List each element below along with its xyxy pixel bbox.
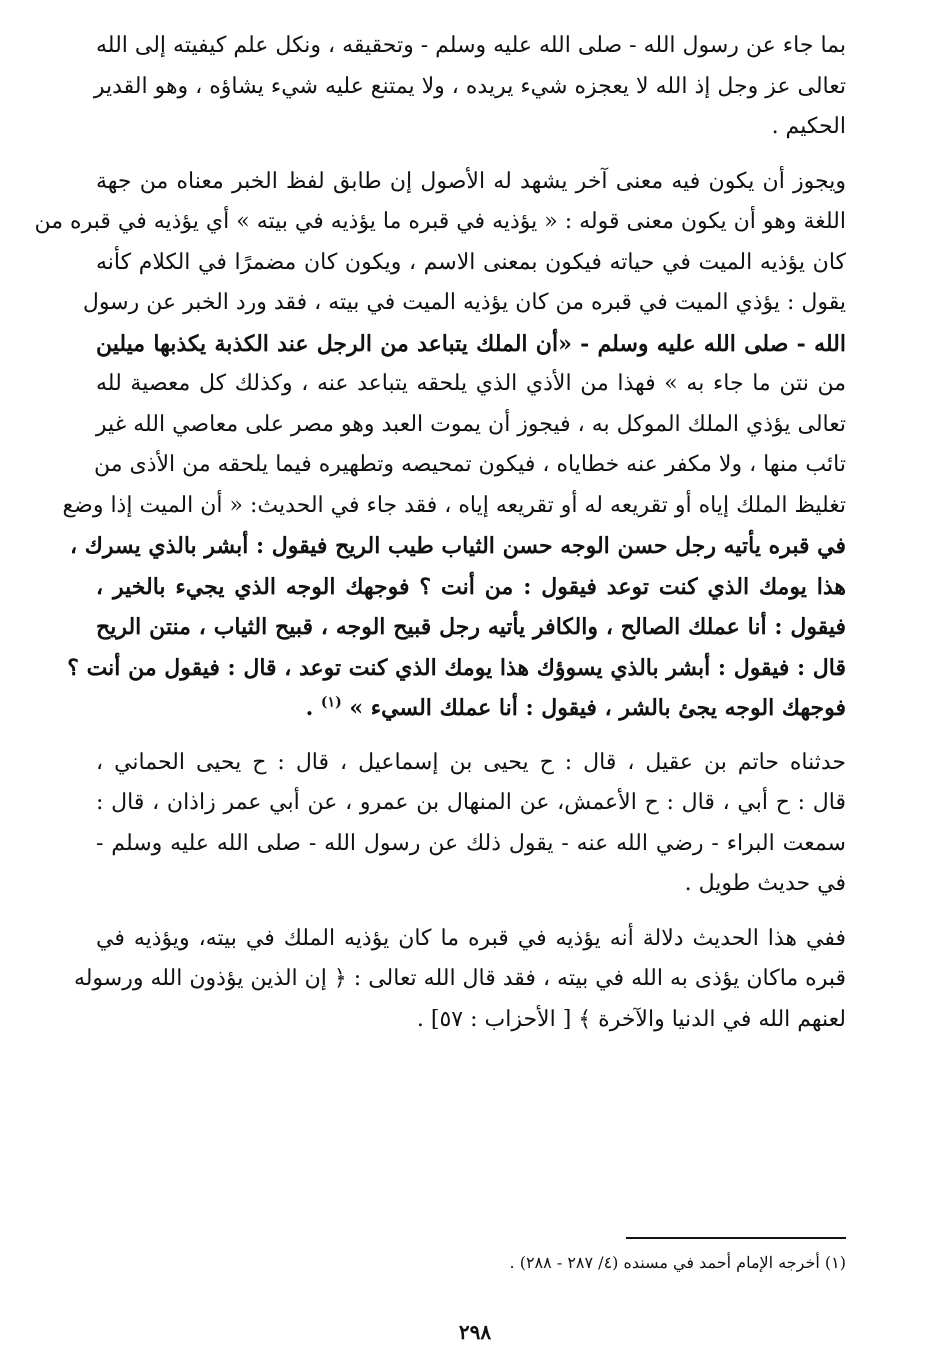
text-line: قال : فيقول : أبشر بالذي يسوؤك هذا يومك الذي كنت توعد ، قال : فيقول من أنت ؟ xyxy=(67,654,846,681)
paragraph-1 xyxy=(93,26,846,148)
text-line: تعالى يؤذي الملك الموكل به ، فيجوز أن يموت العبد وهو مصر على معاصي الله غير xyxy=(95,411,846,437)
text-line-with-footnote: فوجهك الوجه يجئ بالشر ، فيقول : أنا عملك السيء » $^{(١)}$ . xyxy=(305,694,846,721)
text-line: تائب منها ، ولا مكفر عنه خطاياه ، فيكون تمحيصه وتطهيره فيما يلحقه من الأذى من xyxy=(93,452,846,477)
text-line: ويجوز أن يكون فيه معنى آخر يشهد له الأصول إن طابق لفظ الخبر معناه من جهة xyxy=(96,168,846,194)
text-line: الحكيم . xyxy=(771,114,846,139)
text-line: الله - صلى الله عليه وسلم - «أن الملك يتباعد من الرجل عند الكذبة يكذبها ميلين xyxy=(96,330,846,357)
page-body xyxy=(34,26,846,1040)
text-line: اللغة وهو أن يكون معنى قوله : « يؤذيه في قبره ما يؤذيه في بيته » أي يؤذيه في قبره من xyxy=(34,209,846,234)
page-number: ٢٩٨ xyxy=(458,1320,492,1344)
footnote-divider xyxy=(626,1237,846,1239)
text-line: من نتن ما جاء به » فهذا من الأذي الذي يلحقه يتباعد عنه ، وكذلك كل معصية لله xyxy=(96,371,846,396)
text-line: حدثناه حاتم بن عقيل ، قال : ح يحيى بن إسماعيل ، قال : ح يحيى الحماني ، xyxy=(96,749,846,775)
text-line: تعالى عز وجل إذ الله لا يعجزه شيء يريده ، ولا يمتنع عليه شيء يشاؤه ، وهو القدير xyxy=(93,73,846,99)
text-line: قال : ح أبي ، قال : ح الأعمش، عن المنهال بن عمرو ، عن أبي عمر زاذان ، قال : xyxy=(96,790,846,815)
text-line: ففي هذا الحديث دلالة أنه يؤذيه في قبره ما كان يؤذيه الملك في بيته، ويؤذيه في xyxy=(96,925,846,951)
text-line: بما جاء عن رسول الله - صلى الله عليه وسلم - وتحقيقه ، ونكل علم كيفيته إلى الله xyxy=(96,33,846,58)
text-line: فوجهك الوجه يجئ بالشر ، فيقول : أنا عملك السيء » xyxy=(349,695,846,721)
text-line: في قبره يأتيه رجل حسن الوجه حسن الثياب طيب الريح فيقول : أبشر بالذي يسرك ، xyxy=(69,533,846,559)
text-line: تغليظ الملك إياه أو تقريعه له أو تقريعه إياه ، فقد جاء في الحديث: « أن الميت إذا وضع xyxy=(62,492,846,518)
text-line: فيقول : أنا عملك الصالح ، والكافر يأتيه رجل قبيح الوجه ، قبيح الثياب ، منتن الريح xyxy=(96,614,846,640)
footnote-reference: (١) xyxy=(320,694,342,711)
text-line: سمعت البراء - رضي الله عنه - يقول ذلك عن رسول الله - صلى الله عليه وسلم - xyxy=(96,830,846,856)
text-line: يقول : يؤذي الميت في قبره من كان يؤذيه الميت في بيته ، فقد ورد الخبر عن رسول xyxy=(82,290,846,315)
paragraph-2 xyxy=(34,162,846,729)
text-line: هذا يومك الذي كنت توعد فيقول : من أنت ؟ فوجهك الوجه الذي يجيء بالخير ، xyxy=(96,573,846,600)
footnote: (١) أخرجه الإمام أحمد في مسنده (٤/ ٢٨٧ - ٢٨٨) . xyxy=(509,1253,846,1272)
text-line: كان يؤذيه الميت في حياته فيكون بمعنى الاسم ، ويكون كان مضمرًا في الكلام كأنه xyxy=(96,249,846,275)
text-line: قبره ماكان يؤذى به الله في بيته ، فقد قال الله تعالى : ﴿ إن الذين يؤذون الله ورسوله xyxy=(73,966,846,991)
text-line: لعنهم الله في الدنيا والآخرة ﴾ [ الأحزاب : ٥٧] . xyxy=(416,1006,846,1032)
text-line: في حديث طويل . xyxy=(684,871,846,896)
paragraph-4 xyxy=(73,919,846,1041)
paragraph-3 xyxy=(96,743,846,905)
